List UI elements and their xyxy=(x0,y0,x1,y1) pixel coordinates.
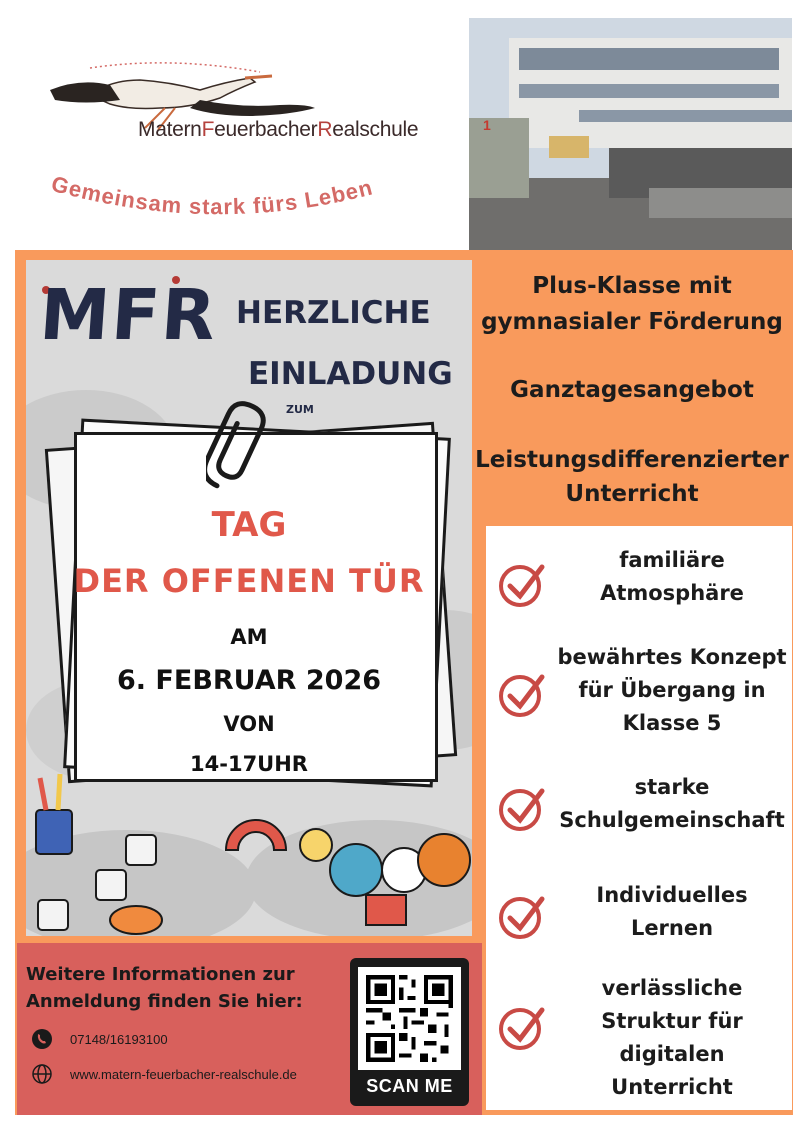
info-heading: Weitere Informationen zur Anmeldung finden Sie hier: xyxy=(26,964,303,1012)
benefit-text: Individuelles Lernen xyxy=(596,883,748,940)
paperclip-icon xyxy=(206,395,266,500)
feature-leistung-line2: Unterricht xyxy=(565,481,699,507)
school-supplies-illustration xyxy=(26,760,472,936)
qr-label: SCAN ME xyxy=(366,1076,453,1096)
benefit-list xyxy=(486,526,792,1110)
globe-icon xyxy=(30,1062,54,1086)
check-icon xyxy=(498,1002,548,1052)
school-logo xyxy=(20,20,460,250)
website-row xyxy=(30,1062,297,1086)
benefit-text: familiäre Atmosphäre xyxy=(600,548,744,605)
event-von: VON xyxy=(223,712,275,736)
feature-plus-klasse-line1: Plus-Klasse mit xyxy=(532,273,732,299)
poster-line1: HERZLICHE xyxy=(236,295,431,331)
phone-row xyxy=(30,1027,168,1051)
check-icon xyxy=(498,783,548,833)
poster-logo: MFR xyxy=(37,274,221,356)
event-date: 6. FEBRUAR 2026 xyxy=(116,665,382,696)
benefit-text: bewährtes Konzept für Übergang in Klasse 5 xyxy=(557,645,787,735)
event-time: 14-17UHR xyxy=(190,752,308,776)
feature-list xyxy=(472,262,792,524)
svg-text:1: 1 xyxy=(483,117,491,133)
open-day-poster xyxy=(26,260,472,936)
phone-icon xyxy=(30,1027,54,1051)
event-am: AM xyxy=(230,625,268,649)
phone-number[interactable]: 07148/16193100 xyxy=(70,1031,168,1047)
check-icon xyxy=(498,891,548,941)
slogan xyxy=(42,170,442,240)
qr-pattern xyxy=(358,967,461,1070)
check-icon xyxy=(498,669,548,719)
event-title-line2: DER OFFENEN TÜR xyxy=(73,562,425,600)
poster-line2: EINLADUNG xyxy=(248,356,453,392)
feature-ganztag: Ganztagesangebot xyxy=(510,377,754,403)
website-link[interactable]: www.matern-feuerbacher-realschule.de xyxy=(70,1066,297,1082)
event-title-line1: TAG xyxy=(211,505,287,545)
poster-zum: ZUM xyxy=(286,403,314,416)
feature-plus-klasse-line2: gymnasialer Förderung xyxy=(481,309,783,335)
school-name: MaternFeuerbacherRealschule xyxy=(138,118,419,141)
check-icon xyxy=(498,559,548,609)
benefit-text: starke Schulgemeinschaft xyxy=(559,775,785,832)
svg-text:Gemeinsam stark fürs Leben xyxy=(49,171,376,219)
qr-code[interactable] xyxy=(350,958,469,1106)
slogan-text: Gemeinsam stark fürs Leben xyxy=(48,170,376,220)
info-box xyxy=(17,943,482,1115)
feature-leistung-line1: Leistungsdifferenzierter xyxy=(475,447,789,473)
school-building-photo xyxy=(469,18,792,251)
benefit-text: verlässliche Struktur für digitalen Unterricht xyxy=(601,976,743,1099)
